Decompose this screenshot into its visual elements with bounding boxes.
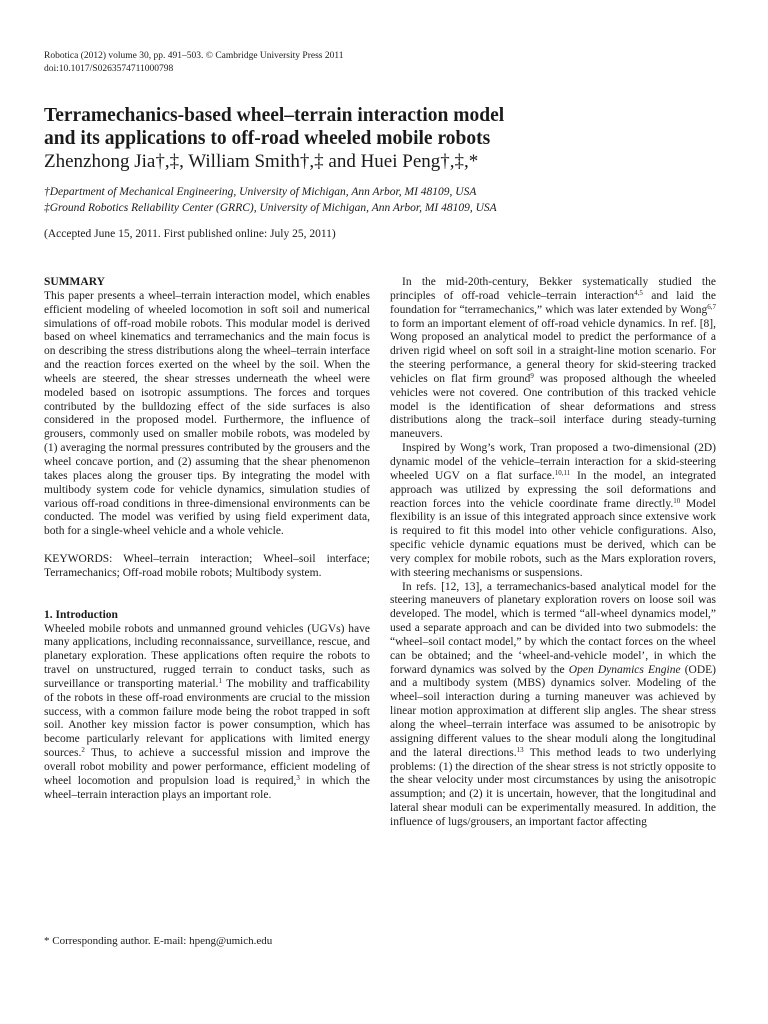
affiliation-1: †Department of Mechanical Engineering, University of Michigan, Ann Arbor, MI 48109, USA — [44, 186, 477, 198]
paper-title-line-2: and its applications to off-road wheeled mobile robots — [44, 128, 491, 149]
corresponding-author-footnote: * Corresponding author. E-mail: hpeng@umich.edu — [44, 935, 273, 947]
keywords: KEYWORDS: Wheel–terrain interaction; Wheel–soil interface; Terramechanics; Off-road mobile robots; Multibody system. — [44, 553, 370, 579]
body-paragraph-refs: In refs. [12, 13], a terramechanics-based analytical model for the steering maneuvers of planetary exploration rovers on loose soil was developed. The model, which is termed “all-wheel dynamics model,” used a separate approach and can be divided into two submodels: the “wheel–soil contact model,” by which the contact forces on the wheel can be obtained; and the ‘wheel-and-vehicle model’, in which the forward dynamics was solved by the Open Dynamics Engine (ODE) and a multibody system (MBS) dynamics solver. Modeling of the wheel–soil interaction during a turning maneuver was achieved by linear motion approximation at different slip angles. The shear stress along the wheel–terrain interface was assumed to be anisotropic by assigning different values to the shear moduli along the longitudinal and the lateral directions.$^{13}$ This method leads to two underlying problems: (1) the direction of the shear stress is not strictly opposite to the shear velocity under most circumstances by using the anisotropic assumption; and (2) it is uncertain, however, that the longitudinal and lateral shear moduli can be experimentally measured. In addition, the influence of lugs/grousers, an important factor affecting — [390, 580, 716, 828]
summary-text: This paper presents a wheel–terrain interaction model, which enables efficient modeling of wheeled locomotion in soft soil and numerical simulations of off-road mobile robots. This modular model is derived based on wheel kinematics and terramechanics and the main focus is on describing the stress distributions along the wheel–terrain interface and the reaction forces exerted on the wheel by the soil. When the wheels are steered, the shear stresses underneath the wheel were modeled based on isotropic assumptions. The forces and torques contributed by the bulldozing effect of the side surfaces is also considered in the proposed model. Furthermore, the influence of grousers, commonly used on smaller mobile robots, was modeled by (1) averaging the normal pressures contributed by the grousers and the wheel concave portion, and (2) assuming that the shear phenomenon takes places along the grouser tips. By integrating the model with multibody system code for vehicle dynamics, simulation studies of various off-road conditions in three-dimensional environments can be conducted. The model was verified by using field experiment data, both for a single-wheel vehicle and a whole vehicle. — [44, 289, 370, 538]
paper-title — [44, 104, 734, 150]
journal-header — [44, 50, 344, 76]
journal-doi: doi:10.1017/S0263574711000798 — [44, 64, 174, 74]
body-paragraph-tran: Inspired by Wong’s work, Tran proposed a two-dimensional (2D) dynamic model of the vehicle–terrain interaction for a skid-steering wheeled UGV on a flat surface.$^{10,11}$ In the model, an integrated approach was utilized by expressing the soil deformations and reaction forces into the vehicle coordinate frame directly.$^{10}$ Model flexibility is an issue of this integrated approach since extensive work is required to fit this model into other vehicle configurations. Also, specific vehicle dynamic equations must be derived, which can be very complex for mobile robots, such as the Mars exploration rovers, with steering mechanisms or suspensions. — [390, 442, 716, 579]
paper-authors: Zhenzhong Jia†,‡, William Smith†,‡ and Huei Peng†,‡,* — [44, 151, 479, 172]
right-column — [390, 276, 716, 830]
affiliations — [44, 184, 744, 216]
affiliation-2: ‡Ground Robotics Reliability Center (GRRC), University of Michigan, Ann Arbor, MI 48109, USA — [44, 202, 497, 214]
paper-title-line-1: Terramechanics-based wheel–terrain interaction model — [44, 105, 505, 126]
summary-heading: SUMMARY — [44, 276, 105, 288]
introduction-paragraph: Wheeled mobile robots and unmanned ground vehicles (UGVs) have many applications, including reconnaissance, surveillance, rescue, and planetary exploration. These applications often require the robots to travel on unstructured, rugged terrain to conduct tasks, such as surveillance or transporting material.$^1$ The mobility and trafficability of the robots in these off-road environments are crucial to the mission success, with a common failure mode being the robot trapped in soft soil. Another key mission factor is power consumption, which has become particularly relevant for applications with limited energy sources.$^2$ Thus, to achieve a successful mission and improve the overall robot mobility and power performance, efficient modeling of wheel locomotion and propulsion load is required,$^3$ in which the wheel–terrain interaction plays an important role. — [44, 622, 371, 801]
introduction-heading: 1. Introduction — [44, 608, 118, 621]
accepted-date: (Accepted June 15, 2011. First published online: July 25, 2011) — [44, 228, 336, 240]
left-column — [44, 276, 370, 803]
body-paragraph-bekker: In the mid-20th-century, Bekker systematically studied the principles of off-road vehicle–terrain interaction$^{4,5}$ and laid the foundation for “terramechanics,” which was later extended by Wong$^{6,7}$ to form an important element of off-road vehicle dynamics. In ref. [8], Wong proposed an analytical model to predict the performance of a driven rigid wheel on soft soil in a straight-line motion scenario. For the steering performance, a general theory for skid-steering tracked vehicles on flat firm ground$^9$ was proposed although the wheeled vehicles were not covered. One contribution of this tracked vehicle model is the identification of shear deformations and stress distributions along the track–soil interface during steady-turning maneuvers. — [390, 276, 716, 441]
journal-citation: Robotica (2012) volume 30, pp. 491–503. © Cambridge University Press 2011 — [44, 51, 344, 61]
